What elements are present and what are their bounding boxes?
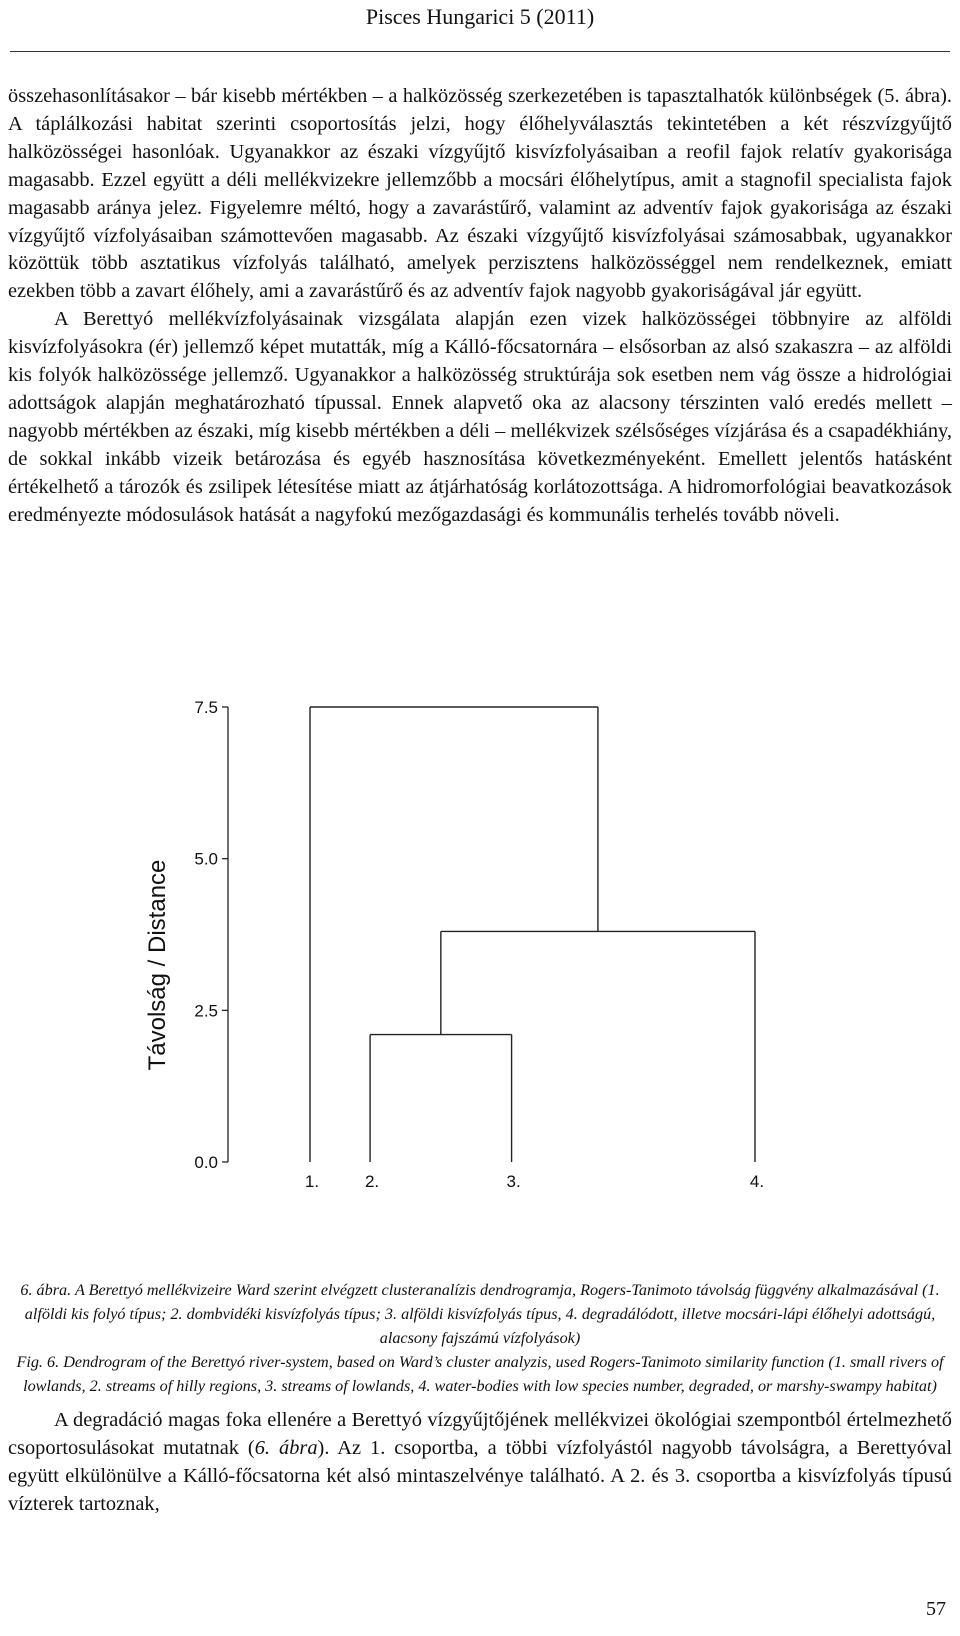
leaf-label: 3. <box>506 1172 521 1191</box>
y-tick-label: 7.5 <box>194 698 218 717</box>
y-tick-label: 5.0 <box>194 849 218 869</box>
y-tick-label: 2.5 <box>194 1001 218 1021</box>
leaf-labels <box>305 1172 764 1191</box>
journal-title: Pisces Hungarici 5 (2011) <box>365 4 595 29</box>
paragraph-1: összehasonlításakor – bár kisebb mértékben – a halközösség szerkezetében is tapasztalhatók különbségek (5. ábra). A táplálkozási habitat szerinti csoportosítás jelzi, hogy élőhelyválasztás tekintetében a két részvízgyűjtő halközösségei hasonlóak. Ugyanakkor az északi vízgyűjtő kisvízfolyásaiban a reofil fajok relatív gyakorisága magasabb. Ezzel együtt a déli mellékvizekre jellemzőbb a mocsári élőhelytípus, amit a stagnofil specialista fajok magasabb aránya jelez. Figyelemre méltó, hogy a zavarástűrő, valamint az adventív fajok gyakorisága az északi vízgyűjtő vízfolyásaiban számottevően magasabb. Az északi vízgyűjtő kisvízfolyásai számosabbak, ugyanakkor közöttük több asztatikus vízfolyás található, amelyek perzisztens halközösséggel nem rendelkeznek, emiatt ezekben több a zavart élőhely, ami a zavarástűrő és az adventív fajok nagyobb gyakoriságával jár együtt. <box>8 85 952 303</box>
leaf-label: 4. <box>749 1172 765 1191</box>
header-rule <box>10 51 950 52</box>
paragraph-3-after: ). Az 1. csoportba, a többi vízfolyástól nagyobb távolságra, a Berettyóval együtt elkülönülve a Kálló-főcsatorna két alsó mintaszelvénye található. A 2. és 3. csoportba a kisvízfolyás típusú vízterek tartoznak, <box>8 1436 952 1515</box>
paragraph-3-before: A degradáció magas foka ellenére a Berettyó vízgyűjtőjének mellékvizei ökológiai szempontból értelmezhető csoportosulásokat mutatnak ( <box>8 1409 952 1459</box>
y-tick-label: 0.0 <box>194 1153 218 1172</box>
leaf-label: 2. <box>364 1172 380 1191</box>
figure-reference: 6. ábra <box>254 1436 318 1459</box>
body-text-upper <box>8 83 952 530</box>
dendrogram-chart <box>130 695 830 1245</box>
page-number: 57 <box>926 1598 946 1620</box>
y-axis <box>194 698 228 1172</box>
caption-en-text: Dendrogram of the Berettyó river-system, based on Ward’s cluster analyzis, used Rogers-Tanimoto similarity function (1. small rivers of lowlands, 2. streams of hilly regions, 3. streams of lowlands, 4. water-bodies with low species number, degraded, or marshy-swampy habitat) <box>23 1353 944 1395</box>
y-axis-label: Távolság / Distance <box>144 859 171 1071</box>
caption-en-label: Fig. 6. <box>16 1353 60 1371</box>
caption-hungarian <box>10 1278 950 1350</box>
running-header <box>0 0 960 58</box>
dendrogram-figure <box>130 695 830 1245</box>
body-text-lower <box>8 1407 952 1519</box>
paragraph-3 <box>8 1407 952 1519</box>
dendrogram-branches <box>310 707 755 1162</box>
leaf-label: 1. <box>304 1172 320 1191</box>
paragraph-2: A Berettyó mellékvízfolyásainak vizsgálata alapján ezen vizek halközösségei többnyire az alföldi kisvízfolyásokra (ér) jellemző képet mutatták, míg a Kálló-főcsatornára – elsősorban az alsó szakaszra – az alföldi kis folyók halközössége jellemző. Ugyanakkor a halközösség struktúrája sok esetben nem vág össze a hidrológiai adottságok alapján meghatározható típussal. Ennek alapvető oka az alacsony térszinten való eredés mellett – nagyobb mértékben az északi, míg kisebb mértékben a déli – mellékvizek szélsőséges vízjárása és a csapadékhiány, de sokkal inkább vizeik betározása és egyéb hasznosítása következményeként. Emellett jelentős hatásként értékelhető a tározók és zsilipek létesítése miatt az átjárhatóság korlátozottsága. A hidromorfológiai beavatkozások eredményezte módosulások hatását a nagyfokú mezőgazdasági és kommunális terhelés tovább növeli. <box>8 308 952 526</box>
caption-english <box>10 1350 950 1398</box>
caption-hu-label: 6. ábra. <box>20 1281 72 1299</box>
caption-hu-text: A Berettyó mellékvizeire Ward szerint elvégzett clusteranalízis dendrogramja, Rogers-Tanimoto távolság függvény alkalmazásával (1. alföldi kis folyó típus; 2. dombvidéki kisvízfolyás típus; 3. alföldi kisvízfolyás típus, 4. degradálódott, illetve mocsári-lápi élőhelyi adottságú, alacsony fajszámú vízfolyások) <box>24 1281 940 1347</box>
figure-caption <box>10 1278 950 1398</box>
